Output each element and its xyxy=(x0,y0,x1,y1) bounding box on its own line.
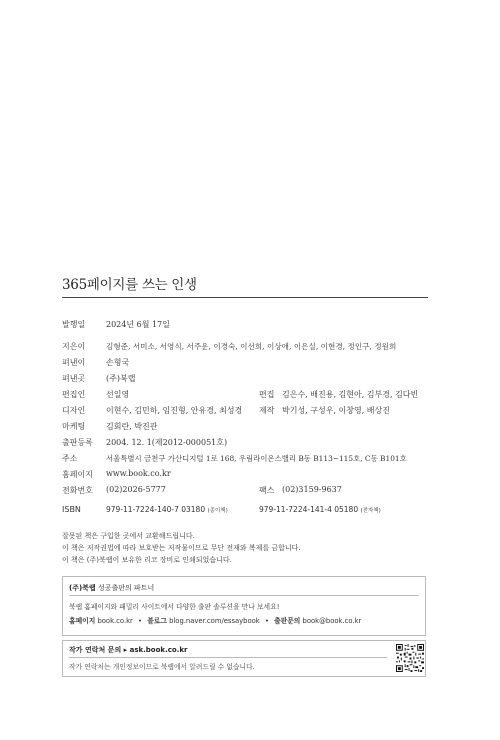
notice-copyright: 이 책은 저작권법에 따라 보호받는 저작물이므로 무단 전재와 복제를 금합니다. xyxy=(62,544,301,552)
label-publisher: 펴낸이 xyxy=(62,358,86,367)
value-isbn-paper xyxy=(106,505,228,514)
value-design: 이현수, 김민하, 임진형, 안유경, 최성경 xyxy=(106,406,243,415)
separator-dot: • xyxy=(138,617,143,625)
label-authors: 지은이 xyxy=(62,342,86,351)
partner-box xyxy=(62,576,426,636)
label-editor-in-chief: 편집인 xyxy=(62,390,86,399)
isbn-ebook-number: 979-11-7224-141-4 05180 xyxy=(259,505,359,514)
link-blog[interactable]: blog.naver.com/essaybook xyxy=(169,617,260,625)
label-registration: 출판등록 xyxy=(62,438,93,447)
book-title: 365페이지를 쓰는 인생 xyxy=(62,277,197,293)
value-isbn-ebook xyxy=(259,505,381,514)
author-contact-box xyxy=(62,640,426,677)
label-production: 제작 xyxy=(259,406,275,415)
isbn-ebook-note: (전자책) xyxy=(360,508,381,514)
author-contact-divider xyxy=(69,657,387,658)
value-phone: (02)2026-5777 xyxy=(106,485,166,494)
author-contact-header[interactable]: 작가 연락처 문의 ▸ ask.book.co.kr xyxy=(69,646,188,654)
label-isbn: ISBN xyxy=(62,505,81,514)
isbn-paper-number: 979-11-7224-140-7 03180 xyxy=(106,505,206,514)
partner-brand: (주)북랩 xyxy=(69,584,96,592)
partner-divider xyxy=(69,595,419,596)
value-editing: 김은수, 배진용, 김현아, 김부경, 김다빈 xyxy=(282,390,419,399)
value-publishing-house: (주)북랩 xyxy=(106,374,136,383)
label-publish-date: 발행일 xyxy=(62,320,86,329)
value-production: 박기성, 구성우, 이창영, 배상진 xyxy=(282,406,390,415)
qr-code-icon[interactable] xyxy=(396,644,424,672)
partner-header xyxy=(69,583,154,593)
link-label-inquiry: 출판문의 xyxy=(274,617,301,625)
link-label-homepage: 홈페이지 xyxy=(69,617,96,625)
label-editing: 편집 xyxy=(259,390,275,399)
value-homepage: www.book.co.kr xyxy=(106,469,171,478)
title-rule xyxy=(62,297,428,298)
value-registration: 2004. 12. 1(제2012-000051호) xyxy=(106,438,228,447)
value-authors: 김형준, 서미소, 서영식, 서주운, 이경숙, 이선희, 이상애, 이은실, 이현경, 정인구, 정원희 xyxy=(106,342,397,351)
value-address: 서울특별시 금천구 가산디지털 1로 168, 우림라이온스밸리 B동 B113~115호, C동 B101호 xyxy=(106,454,407,463)
partner-tagline: 성공출판의 파트너 xyxy=(97,584,155,592)
value-fax: (02)3159-9637 xyxy=(282,485,342,494)
notice-printing: 이 책은 (주)북랩이 보유한 리코 장비로 인쇄되었습니다. xyxy=(62,556,232,564)
link-homepage[interactable]: book.co.kr xyxy=(97,617,133,625)
label-fax: 팩스 xyxy=(259,486,275,495)
label-design: 디자인 xyxy=(62,406,86,415)
isbn-paper-note: (종이책) xyxy=(207,508,228,514)
value-publish-date: 2024년 6월 17일 xyxy=(106,320,170,329)
value-marketing: 김회란, 박진관 xyxy=(106,422,158,431)
partner-description: 북랩 홈페이지와 패밀리 사이트에서 다양한 출판 솔루션을 만나 보세요! xyxy=(69,603,280,611)
partner-links xyxy=(69,615,361,625)
label-address: 주소 xyxy=(62,454,78,463)
label-marketing: 마케팅 xyxy=(62,422,86,431)
label-homepage: 홈페이지 xyxy=(62,470,93,479)
value-publisher: 손형국 xyxy=(106,358,130,367)
label-publishing-house: 펴낸곳 xyxy=(62,374,86,383)
author-contact-note: 작가 연락처는 개인정보이므로 북랩에서 알려드릴 수 없습니다. xyxy=(69,663,255,671)
value-editor-in-chief: 선일영 xyxy=(106,390,130,399)
link-inquiry[interactable]: book@book.co.kr xyxy=(302,617,362,625)
separator-dot: • xyxy=(264,617,269,625)
link-label-blog: 블로그 xyxy=(147,617,167,625)
label-phone: 전화번호 xyxy=(62,486,93,495)
notice-exchange: 잘못된 책은 구입한 곳에서 교환해드립니다. xyxy=(62,532,195,540)
